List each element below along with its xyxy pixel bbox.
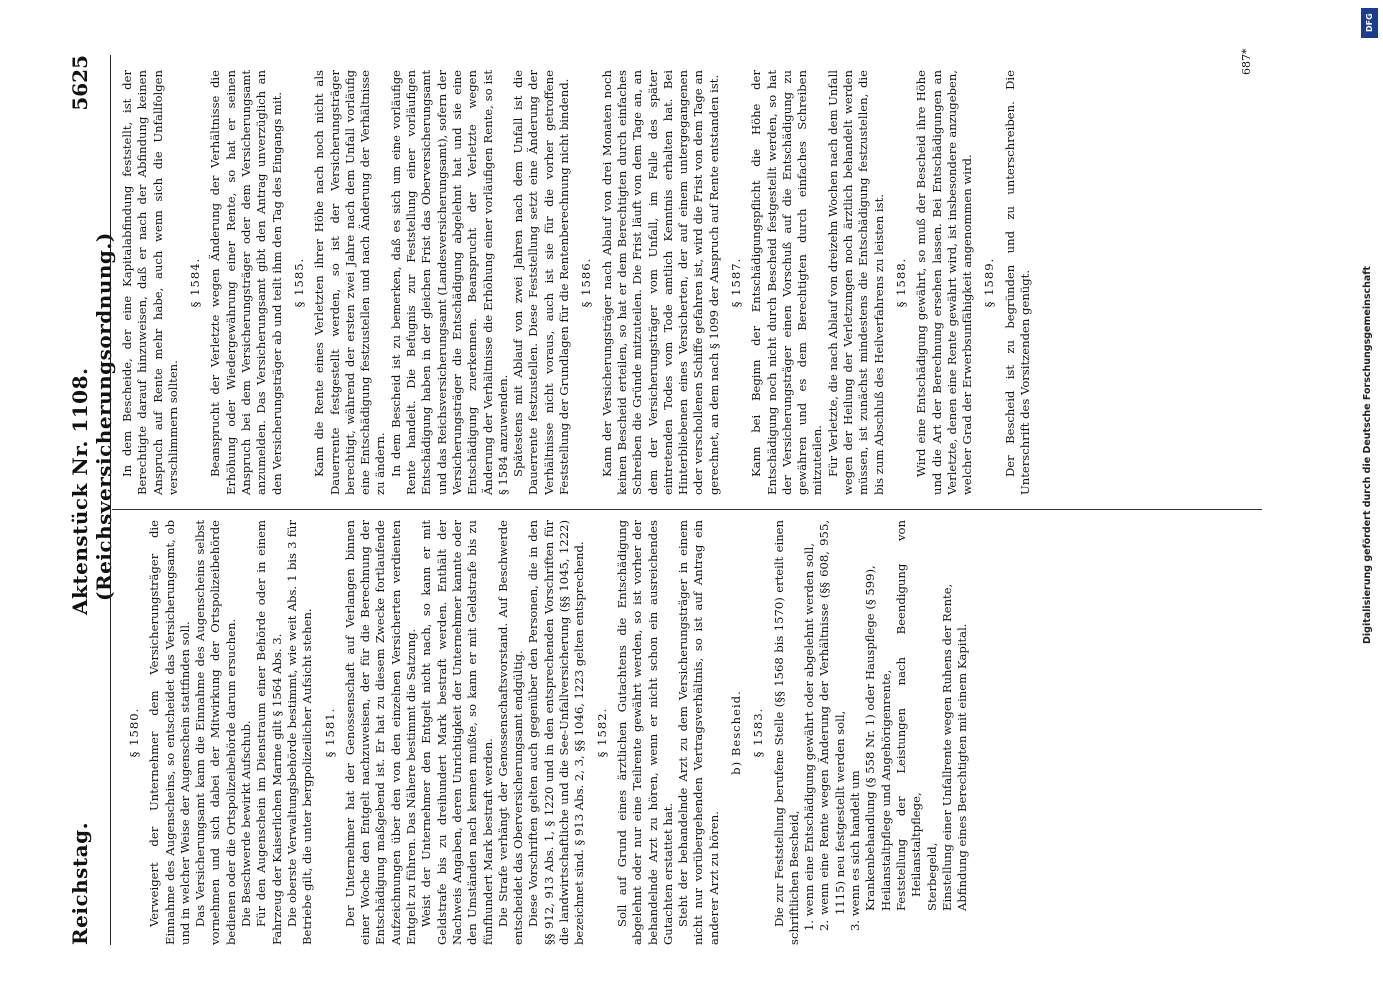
sub-list-item: Abfindung eines Berechtigten mit einem Kapital. <box>955 623 970 911</box>
paragraph: Verweigert der Unternehmer dem Versicherungsträger die Einnahme des Augenscheins, so entscheidet das Versicherungsamt, ob und in welcher Weise der Augenschein stattfinden soll. <box>147 520 192 945</box>
paragraph: Soll auf Grund eines ärztlichen Gutachtens die Entschädigung abgelehnt oder nur eine Teilrente gewährt werden, so ist vorher der behandelnde Arzt zu hören, wenn er nicht schon ein ausreichendes Gutachten erstattet hat. <box>614 520 675 945</box>
paragraph: In dem Bescheid ist zu bemerken, daß es sich um eine vorläufige Rente handelt. Die Befugnis zur Feststellung einer vorläufigen Entschädigung haben in der gleichen Frist das Oberversicherungsamt und das Reichsversicherungsamt (Landesversicherungsamt), sofern der Versicherungsträger die Entschädigung abgelehnt hat und sie eine Entschädigung zuerkennen. Beansprucht der Verletzte wegen Änderung der Verhältnisse die Erhöhung einer vorläufigen Rente, so ist § 1584 anzuwenden. <box>388 70 510 495</box>
list-item: 3. wenn es sich handelt um <box>848 770 863 931</box>
paragraph: Die Strafe verhängt der Genossenschaftsvorstand. Auf Beschwerde entscheidet das Oberversicherungsamt endgültig. <box>495 520 526 945</box>
section-title: § 1580. <box>127 707 141 758</box>
dfg-logo-icon: DFG <box>1361 8 1378 38</box>
paragraph: Steht der behandelnde Arzt zu dem Versicherungsträger in einem nicht nur vorübergehenden Vertragsverhältnis, so ist auf Antrag ein anderer Arzt zu hören. <box>676 520 721 945</box>
list-item: 2. wenn eine Rente wegen Änderung der Verhältnisse (§§ 608, 955, 1115) neu festgestellt werden soll, <box>817 520 847 931</box>
paragraph: Der Unternehmer hat der Genossenschaft auf Verlangen binnen einer Woche den Entgelt nachzuweisen, der für die Berechnung der Entschädigung maßgebend ist. Er hat zu diesem Zwecke fortlaufende Aufzeichnungen über den von den einzelnen Versicherten verdienten Entgelt zu führen. Das Nähere bestimmt die Satzung. <box>342 520 419 945</box>
section-title: § 1587. <box>728 257 743 308</box>
paragraph: Das Versicherungsamt kann die Einnahme des Augenscheins selbst vornehmen und sich dabei der Mitwirkung der Ortspolizeibehörde bedienen oder die Ortspolizeibehörde darum ersuchen. <box>193 520 238 945</box>
paragraph: Für Verletzte, die nach Ablauf von dreizehn Wochen nach dem Unfall wegen der Heilung der Verletzungen noch ärztlich behandelt werden müssen, ist zunächst mindestens die Entschädigung festzustellen, die bis zum Abschluß des Heilverfahrens zu leisten ist. <box>825 70 886 495</box>
page-header <box>68 55 116 945</box>
paragraph: Beansprucht der Verletzte wegen Änderung der Verhältnisse die Erhöhung oder Wiedergewährung einer Rente, so hat er seinen Anspruch bei dem Versicherungsträger oder dem Versicherungsamt anzumelden. Das Versicherungsamt gibt den Antrag unverzüglich an den Versicherungsträger ab und teilt ihm den Tag des Eingangs mit. <box>208 70 284 495</box>
paragraph: Spätestens mit Ablauf von zwei Jahren nach dem Unfall ist die Dauerrente festzustellen. Diese Feststellung setzt eine Änderung der Verhältnisse nicht voraus, auch ist sie für die vorher getroffene Feststellung der Grundlagen für die Rentenberechnung nicht bindend. <box>511 70 572 495</box>
section-title: § 1586. <box>579 257 594 308</box>
list-item: 1. wenn eine Entschädigung gewährt oder abgelehnt werden soll, <box>802 543 817 931</box>
paragraph: Diese Vorschriften gelten auch gegenüber den Personen, die in den §§ 912, 913 Abs. 1, § 1220 und in den entsprechenden Vorschriften für die landwirtschaftliche und die See-Unfallversicherung (§§ 1045, 1222) bezeichnet sind. § 913 Abs. 2, 3, §§ 1046, 1223 gelten entsprechend. <box>526 520 587 945</box>
paragraph: Kann die Rente eines Verletzten ihrer Höhe nach noch nicht als Dauerrente festgestellt werden, so ist der Versicherungsträger berechtigt, während der ersten zwei Jahre nach dem Unfall vorläufig eine Entschädigung festzustellen und nach Änderung der Verhältnisse zu ändern. <box>312 70 388 495</box>
page-content <box>40 48 1300 945</box>
digitization-banner <box>1358 0 1383 1000</box>
paragraph: Weist der Unternehmer den Entgelt nicht nach, so kann er mit Geldstrafe bis zu dreihundert Mark bestraft werden. Enthält der Nachweis Angaben, deren Unrichtigkeit der Unternehmer kannte oder den Umständen nach kennen mußte, so kann er mit Geldstrafe bis zu fünfhundert Mark bestraft werden. <box>419 520 495 945</box>
section-title: § 1582. <box>594 707 609 758</box>
left-column <box>120 520 970 945</box>
paragraph: In dem Bescheide, der eine Kapitalabfindung feststellt, ist der Berechtigte darauf hinzuweisen, daß er nach der Abfindung keinen Anspruch auf Rente mehr habe, auch wenn sich die Unfallfolgen verschlimmern sollten. <box>120 70 180 495</box>
header-center <box>68 55 116 615</box>
column-divider <box>112 509 1262 510</box>
funding-notice: Digitalisierung gefördert durch die Deutsche Forschungsgemeinschaft <box>1362 266 1373 644</box>
subheading: b) Bescheid. <box>728 690 743 775</box>
paragraph: Die zur Feststellung berufene Stelle (§§ 1568 bis 1570) erteilt einen schriftlichen Bescheid, <box>771 520 801 945</box>
section-title: § 1588. <box>893 257 908 308</box>
footer-mark: 687* <box>1240 48 1253 75</box>
paragraph: Für den Augenschein im Dienstraum einer Behörde oder in einem Fahrzeug der Kaiserlichen Marine gilt § 1564 Abs. 3. <box>254 520 284 945</box>
right-column <box>120 70 1033 495</box>
paragraph: Die oberste Verwaltungsbehörde bestimmt, wie weit Abs. 1 bis 3 für Betriebe gilt, die unter bergpolizeilicher Aufsicht stehen. <box>284 520 315 945</box>
header-left: Reichstag. <box>68 821 92 945</box>
section-title: § 1589. <box>982 257 997 308</box>
page-number: 5625 <box>68 55 92 111</box>
paragraph: Der Bescheid ist zu begründen und zu unterschreiben. Die Unterschrift des Vorsitzenden genügt. <box>1002 70 1033 495</box>
sub-list-item: Krankenbehandlung (§ 558 Nr. 1) oder Hauspflege (§ 599), <box>863 565 878 911</box>
header-rule <box>110 55 111 945</box>
paragraph: Kann bei Beginn der Entschädigungspflicht die Höhe der Entschädigung noch nicht durch Bescheid festgestellt werden, so hat der Versicherungsträger einen Vorschuß auf die Entschädigung zu gewähren und es dem Berechtigten durch einfaches Schreiben mitzuteilen. <box>749 70 825 495</box>
sub-list-item: Einstellung einer Unfallrente wegen Ruhens der Rente, <box>939 583 954 911</box>
section-title: § 1581. <box>322 707 337 758</box>
section-title: § 1584. <box>188 257 203 308</box>
section-title: § 1585. <box>291 257 306 308</box>
sub-list-item: Sterbegeld, <box>924 842 939 911</box>
paragraph: Die Beschwerde bewirkt Aufschub. <box>239 720 254 927</box>
sub-list-item: Feststellung der Leistungen nach Beendigung von Heilanstaltpflege, <box>893 520 924 911</box>
header-document-number: Aktenstück Nr. 1108. <box>68 367 92 615</box>
header-subtitle: (Reichsversicherungsordnung.) <box>92 232 116 601</box>
paragraph: Kann der Versicherungsträger nach Ablauf von drei Monaten noch keinen Bescheid erteilen, so hat er dem Berechtigten durch einfaches Schreiben die Gründe mitzuteilen. Die Frist läuft von dem Tage an, an dem der Versicherungsträger vom Unfall, im Falle des später eintretenden Todes vom Tode amtlich Kenntnis erhalten hat. Bei Hinterbliebenen eines Versicherten, der auf einem untergegangenen oder verschollenen Schiffe gefahren ist, wird die Frist von dem Tage an gerechnet, an dem nach § 1099 der Anspruch auf Rente entstanden ist. <box>599 70 721 495</box>
section-title: § 1583. <box>751 707 766 758</box>
paragraph: Wird eine Entschädigung gewährt, so muß der Bescheid ihre Höhe und die Art der Berechnung ersehen lassen. Bei Entschädigungen an Verletzte, denen eine Rente gewährt wird, ist insbesondere anzugeben, welcher Grad der Erwerbsunfähigkeit angenommen wird. <box>914 70 975 495</box>
sub-list-item: Heilanstaltpflege und Angehörigenrente, <box>878 669 893 911</box>
